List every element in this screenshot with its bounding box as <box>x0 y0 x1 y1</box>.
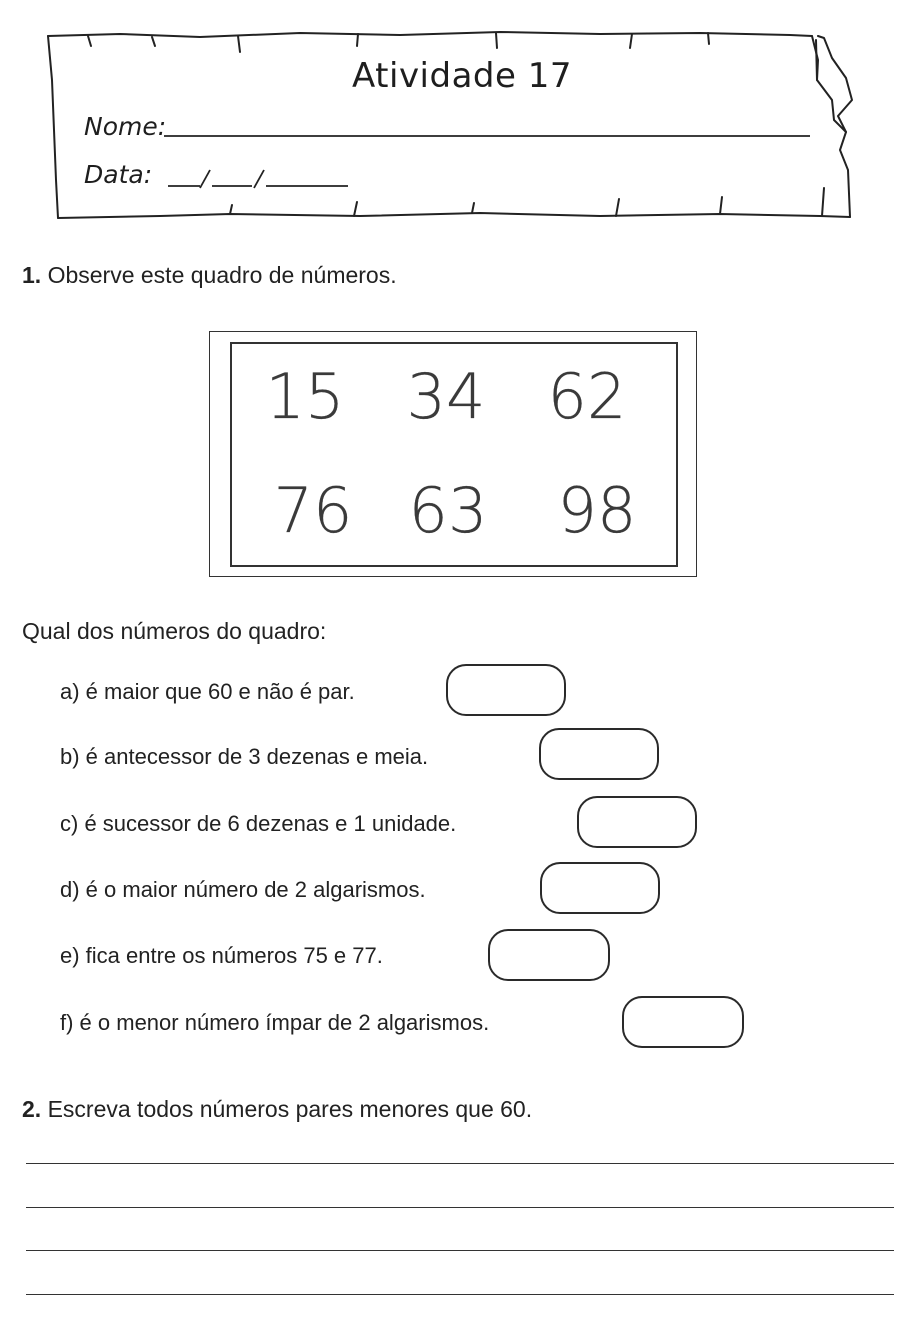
item-c: c) é sucessor de 6 dezenas e 1 unidade. <box>60 811 457 836</box>
answer-box-d[interactable] <box>540 862 660 914</box>
item-a: a) é maior que 60 e não é par. <box>60 679 355 704</box>
date-label: Data: <box>84 160 153 189</box>
date-field[interactable] <box>166 160 350 188</box>
answer-box-f[interactable] <box>622 996 744 1048</box>
writing-line-4[interactable] <box>26 1294 894 1295</box>
question-1-text: Observe este quadro de números. <box>47 262 397 288</box>
grid-number-62: 62 <box>547 360 627 433</box>
question-prompt: Qual dos números do quadro: <box>22 618 327 644</box>
grid-number-15: 15 <box>265 360 345 433</box>
question-1 <box>22 262 397 289</box>
writing-line-2[interactable] <box>26 1207 894 1208</box>
grid-number-76: 76 <box>273 474 353 547</box>
grid-number-63: 63 <box>408 474 488 547</box>
question-1-number: 1. <box>22 262 42 288</box>
writing-line-3[interactable] <box>26 1250 894 1251</box>
grid-number-34: 34 <box>406 360 486 433</box>
question-2-number: 2. <box>22 1096 42 1122</box>
item-b: b) é antecessor de 3 dezenas e meia. <box>60 744 429 769</box>
answer-box-a[interactable] <box>446 664 566 716</box>
answer-box-e[interactable] <box>488 929 610 981</box>
activity-title: Atividade 17 <box>352 56 572 96</box>
answer-box-c[interactable] <box>577 796 697 848</box>
item-e: e) fica entre os números 75 e 77. <box>60 943 383 968</box>
name-field[interactable] <box>164 108 810 138</box>
name-label: Nome: <box>84 112 167 141</box>
writing-line-1[interactable] <box>26 1163 894 1164</box>
question-2-text: Escreva todos números pares menores que 60. <box>47 1096 533 1122</box>
item-f: f) é o menor número ímpar de 2 algarismos. <box>60 1010 490 1035</box>
grid-number-98: 98 <box>557 474 637 547</box>
item-d: d) é o maior número de 2 algarismos. <box>60 877 426 902</box>
answer-box-b[interactable] <box>539 728 659 780</box>
question-2 <box>22 1096 532 1123</box>
